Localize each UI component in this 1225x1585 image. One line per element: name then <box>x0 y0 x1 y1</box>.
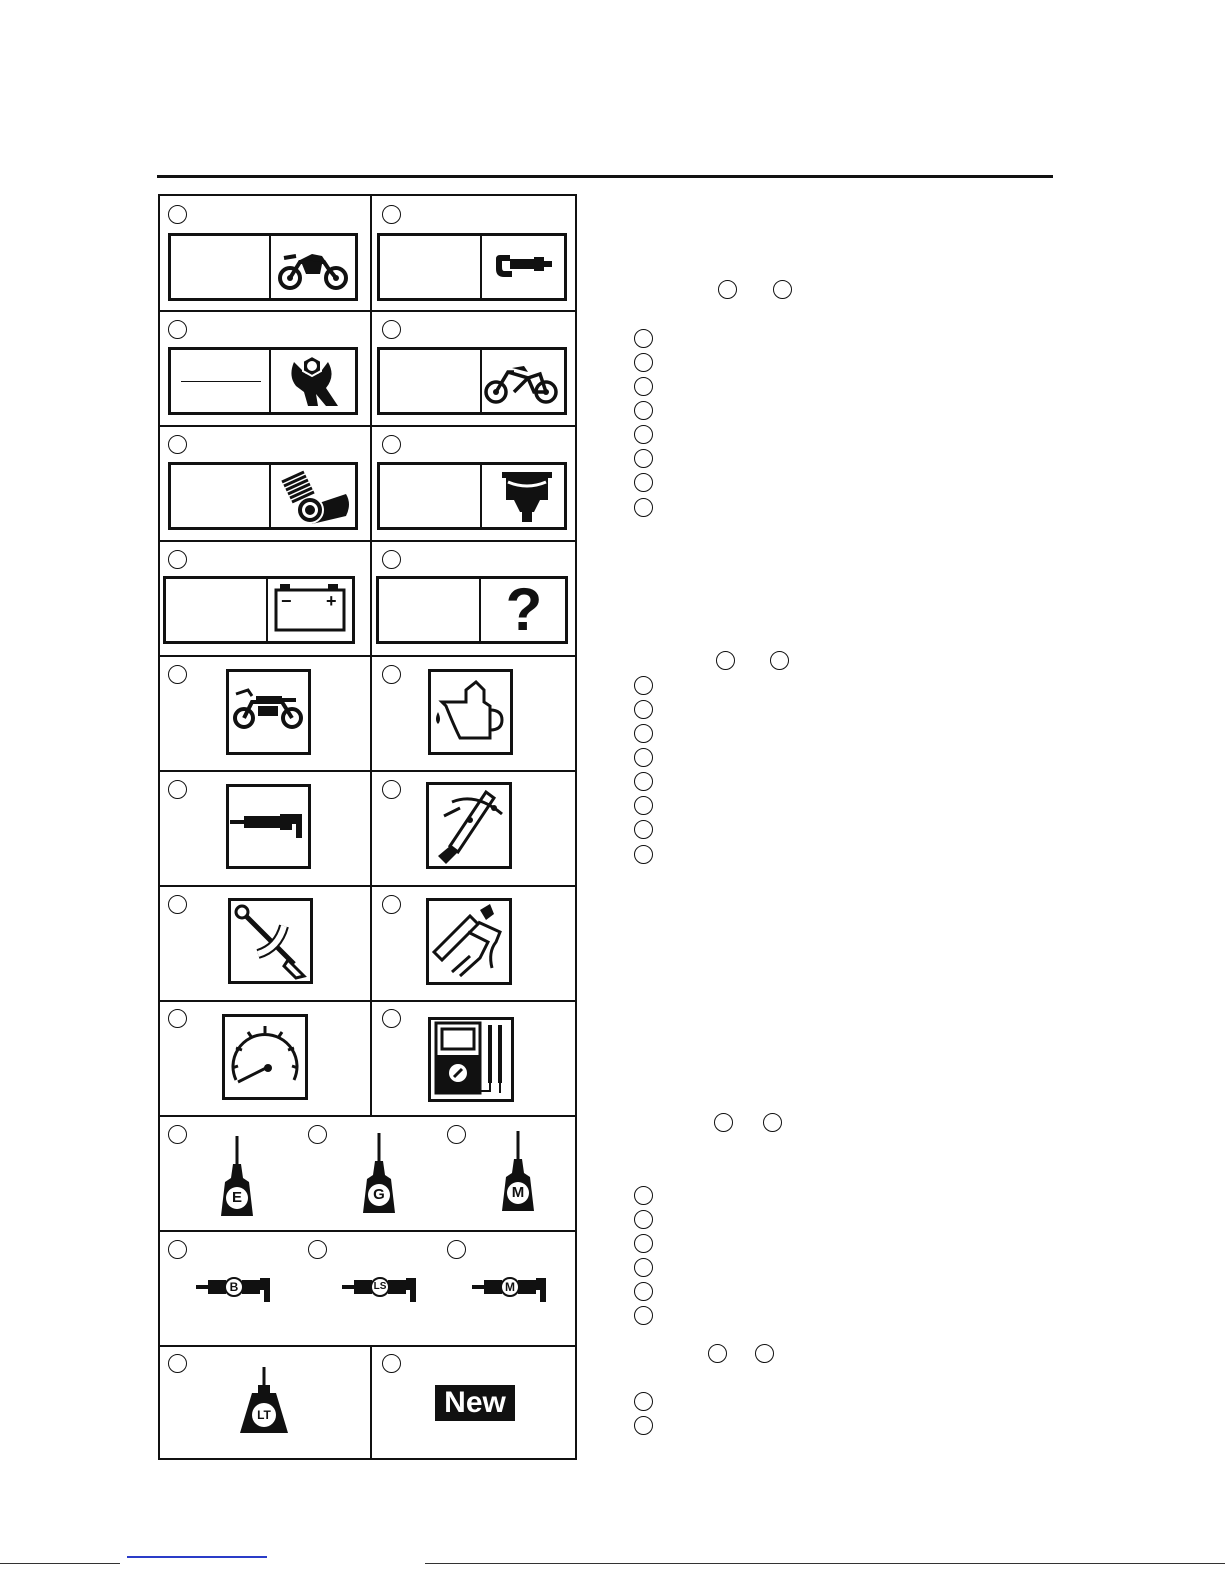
callout-circle <box>634 1306 653 1325</box>
callout-circle <box>634 1186 653 1205</box>
callout-circle <box>168 780 187 799</box>
oil-g-label: G <box>373 1186 385 1203</box>
grid-divider <box>160 1000 575 1002</box>
callout-circle <box>168 1125 187 1144</box>
oil-can-icon <box>432 676 510 748</box>
callout-circle <box>634 473 653 492</box>
callout-circle <box>168 665 187 684</box>
callout-circle <box>708 1344 727 1363</box>
callout-circle <box>634 329 653 348</box>
callout-circle <box>634 820 653 839</box>
micrometer-icon <box>496 253 552 279</box>
callout-circle <box>308 1240 327 1259</box>
grid-divider <box>370 1345 372 1460</box>
callout-circle <box>382 780 401 799</box>
locking-lt-label: LT <box>257 1408 271 1422</box>
engine-cylinder-icon <box>276 470 352 526</box>
callout-circle <box>308 1125 327 1144</box>
chassis-bike-icon <box>484 362 560 406</box>
multimeter-icon <box>432 1021 510 1098</box>
callout-circle <box>718 280 737 299</box>
caliper-icon <box>430 902 508 982</box>
callout-circle <box>634 1282 653 1301</box>
footer-rule <box>425 1563 1225 1564</box>
callout-circle <box>168 895 187 914</box>
callout-circle <box>773 280 792 299</box>
callout-circle <box>382 665 401 684</box>
grid-divider <box>160 540 575 542</box>
callout-circle <box>770 651 789 670</box>
callout-circle <box>634 1392 653 1411</box>
callout-circle <box>382 550 401 569</box>
callout-circle <box>634 700 653 719</box>
callout-circle <box>168 320 187 339</box>
callout-circle <box>634 1258 653 1277</box>
grease-b-label: B <box>229 1280 239 1294</box>
callout-circle <box>168 1354 187 1373</box>
callout-circle <box>634 377 653 396</box>
callout-circle <box>634 845 653 864</box>
callout-circle <box>382 1009 401 1028</box>
callout-circle <box>634 425 653 444</box>
callout-circle <box>716 651 735 670</box>
grid-divider <box>160 425 575 427</box>
torque-wrench-icon <box>234 904 308 978</box>
grid-divider <box>160 1230 575 1232</box>
motorcycle-icon <box>276 248 352 290</box>
callout-circle <box>634 1416 653 1435</box>
question-mark-icon: ? <box>505 576 543 643</box>
callout-circle <box>763 1113 782 1132</box>
callout-circle <box>634 748 653 767</box>
callout-circle <box>634 353 653 372</box>
callout-circle <box>168 550 187 569</box>
callout-circle <box>634 401 653 420</box>
carburetor-icon <box>502 468 552 528</box>
footer-link-underline <box>127 1556 267 1558</box>
grease-m-label: M <box>505 1280 515 1294</box>
locking-agent-icon <box>238 1367 290 1437</box>
oil-m-label: M <box>511 1184 525 1201</box>
callout-circle <box>634 449 653 468</box>
callout-circle <box>634 498 653 517</box>
callout-circle <box>634 1210 653 1229</box>
grease-gun-icon <box>230 810 308 840</box>
grid-divider <box>160 885 575 887</box>
touring-motorcycle-icon <box>232 686 304 730</box>
callout-circle <box>634 796 653 815</box>
battery-minus-label: − <box>281 591 292 611</box>
callout-circle <box>382 435 401 454</box>
callout-circle <box>168 435 187 454</box>
callout-circle <box>382 320 401 339</box>
callout-circle <box>168 205 187 224</box>
callout-circle <box>382 1354 401 1373</box>
grid-divider <box>160 655 575 657</box>
callout-circle <box>714 1113 733 1132</box>
grease-ls-label: LS <box>373 1281 387 1292</box>
grid-divider <box>160 310 575 312</box>
callout-circle <box>634 1234 653 1253</box>
new-part-badge: New <box>435 1385 515 1421</box>
callout-circle <box>634 724 653 743</box>
callout-circle <box>447 1240 466 1259</box>
footer-rule <box>0 1563 120 1564</box>
grid-divider <box>160 770 575 772</box>
callout-circle <box>634 772 653 791</box>
grid-divider <box>370 196 372 1115</box>
grid-divider <box>160 1115 575 1117</box>
wrench-nut-icon <box>286 352 342 408</box>
oil-e-label: E <box>231 1189 242 1206</box>
header-rule <box>157 175 1053 178</box>
special-tool-icon <box>430 786 508 866</box>
callout-circle <box>168 1240 187 1259</box>
callout-circle <box>168 1009 187 1028</box>
speedometer-icon <box>226 1018 304 1096</box>
grid-divider <box>160 1345 575 1347</box>
callout-circle <box>634 676 653 695</box>
callout-circle <box>447 1125 466 1144</box>
battery-plus-label: + <box>326 591 337 611</box>
callout-circle <box>755 1344 774 1363</box>
callout-circle <box>382 205 401 224</box>
callout-circle <box>382 895 401 914</box>
